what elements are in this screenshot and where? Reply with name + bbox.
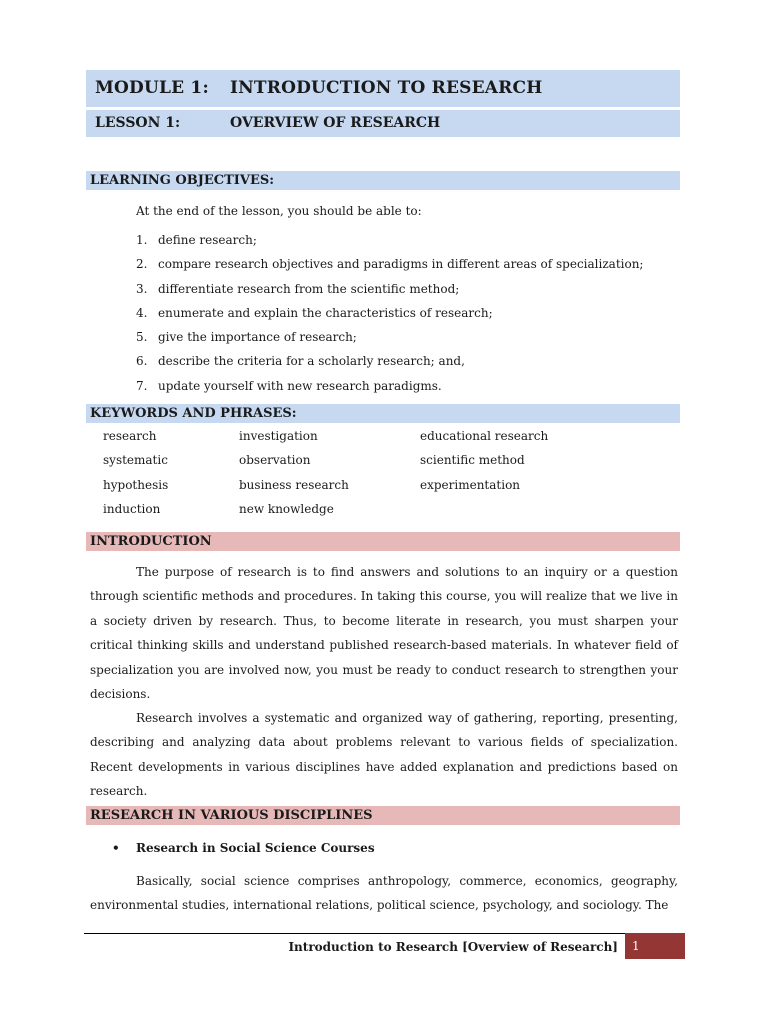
module-label: MODULE 1: [95,78,209,98]
disciplines-heading: RESEARCH IN VARIOUS DISCIPLINES [90,808,373,823]
lesson-header-bar [86,110,680,137]
bullet-item-social-science [112,840,375,856]
list-item: 7. update yourself with new research paradigms. [136,378,442,393]
lesson-label: LESSON 1: [95,115,181,131]
lesson-title: OVERVIEW OF RESEARCH [230,115,441,131]
list-item: 5. give the importance of research; [136,330,357,345]
list-item: 6. describe the criteria for a scholarly research; and, [136,354,465,369]
learning-objectives-heading: LEARNING OBJECTIVES: [90,173,275,188]
keywords-heading-bar [86,404,680,423]
introduction-heading-bar [86,532,680,551]
objectives-intro: At the end of the lesson, you should be able to: [136,204,422,218]
bullet-icon: • [112,841,120,855]
social-science-subheading: Research in Social Science Courses [136,841,375,855]
introduction-heading: INTRODUCTION [90,534,212,549]
document-page: MODULE 1: INTRODUCTION TO RESEARCH LESSON 1: OVERVIEW OF RESEARCH LEARNING OBJECTIVES: At the end of the lesson, you should be able to: 1. define research; 2. compare research objectives and paradigms in different areas of specialization; 3. differentiate research from the scientific method; 4. enumerate and explain the characteristics of research; 5. give the importance of research; 6. describe the criteria for a scholarly research; and, 7. update yourself with new research paradigms. KEYWORDS AND PHRASES: research investigation educational research systematic observation scientific method hypothesis business research experimentation induction new knowledge INTRODUCTION The purpose of research is to find answers and solutions to an inquiry or a question through scientific methods and procedures. In taking this course, you will realize that we live in a society driven by research. Thus, to become literate in research, you must sharpen your critical thinking skills and understand published research-based materials. In whatever field of specialization you are involved now, you must be ready to conduct research to strengthen your decisions. Research involves a systematic and organized way of gathering, reporting, presenting, describing and analyzing data about problems relevant to various fields of specialization. Recent developments in various disciplines have added explanation and predictions based on research. RESEARCH IN VARIOUS DISCIPLINES • Research in Social Science Courses Basically, social science comprises anthropology, commerce, economics, geography, environmental studies, international relations, political science, psychology, and sociology. The Introduction to Research [Overview of Research] 1 [0,0,768,1024]
list-item: 1. define research; [136,233,257,247]
page-number-badge [625,933,685,959]
module-header-bar [86,70,680,107]
social-science-paragraph: Basically, social science comprises anthropology, commerce, economics, geography, environmental studies, international relations, political science, psychology, and sociology. The [90,874,678,913]
list-item: 4. enumerate and explain the characteristics of research; [136,305,493,320]
learning-objectives-heading-bar [86,171,680,190]
module-title: INTRODUCTION TO RESEARCH [230,78,543,98]
footer-title: Introduction to Research [Overview of Research] [288,940,618,954]
footer-divider [84,933,684,934]
introduction-paragraph-2: Research involves a systematic and organized way of gathering, reporting, presenting, describing and analyzing data about problems relevant to various fields of specialization. Recent developments in various disciplines have added explanation and predictions based on research. [90,711,678,799]
objectives-list [136,232,643,402]
disciplines-heading-bar [86,806,680,825]
list-item: 2. compare research objectives and paradigms in different areas of specialization; [136,257,644,272]
keywords-heading: KEYWORDS AND PHRASES: [90,406,297,421]
introduction-paragraph-1: The purpose of research is to find answers and solutions to an inquiry or a question through scientific methods and procedures. In taking this course, you will realize that we live in a society driven by research. Thus, to become literate in research, you must sharpen your critical thinking skills and understand published research-based materials. In whatever field of specialization you are involved now, you must be ready to conduct research to strengthen your decisions. [90,565,678,702]
list-item: 3. differentiate research from the scientific method; [136,281,460,296]
page-number: 1 [632,939,640,953]
